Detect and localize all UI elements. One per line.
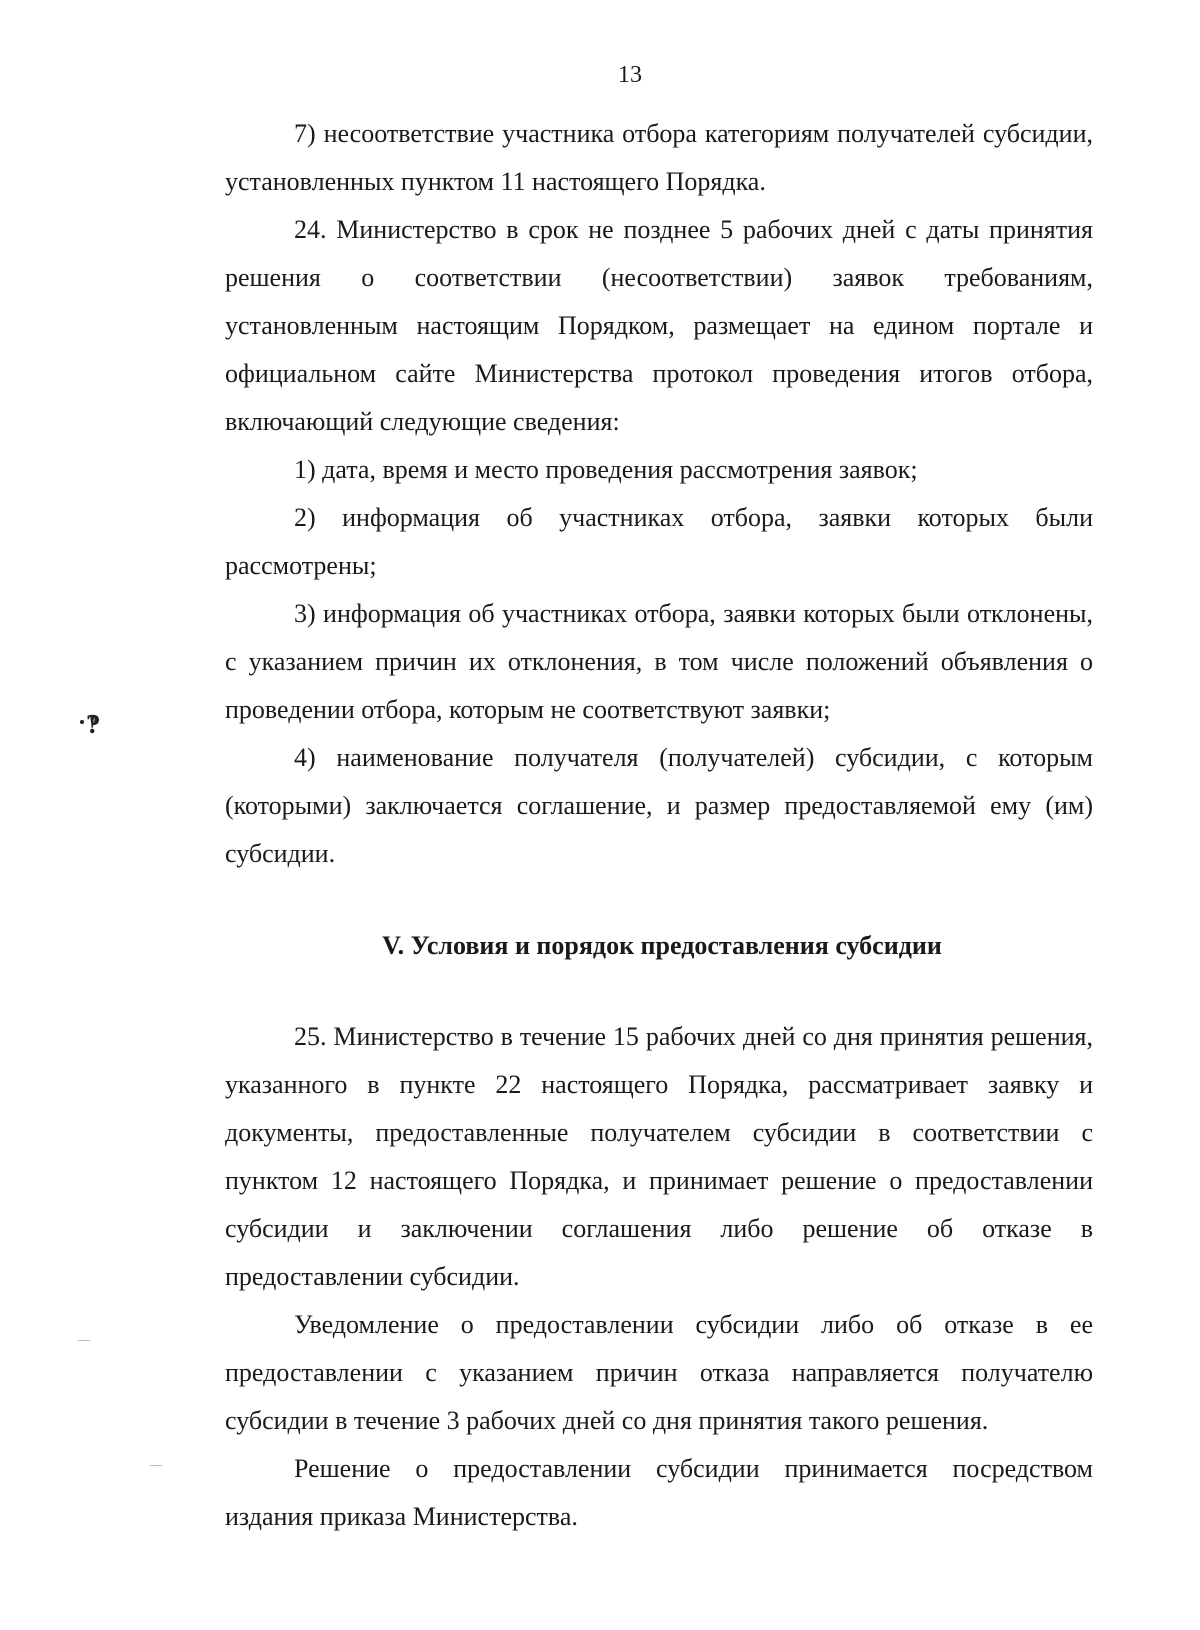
paragraph-clause-25: 25. Министерство в течение 15 рабочих дней со дня принятия решения, указанного в пункте 22 настоящего Порядка, рассматривает заявку и документы, предоставленные получателем субсидии в соответствии с пунктом 12 настоящего Порядка, и принимает решение о предоставлении субсидии и заключении соглашения либо решение об отказе в предоставлении субсидии. (225, 1022, 1093, 1291)
paragraph-item-7: 7) несоответствие участника отбора категориям получателей субсидии, установленных пунктом 11 настоящего Порядка. (225, 119, 1093, 196)
scan-artifact-icon (150, 1465, 162, 1466)
section-heading: V. Условия и порядок предоставления субсидии (382, 931, 942, 960)
list-item-2: 2) информация об участниках отбора, заявки которых были рассмотрены; (225, 503, 1093, 580)
list-item-4: 4) наименование получателя (получателей) субсидии, с которым (которыми) заключается соглашение, и размер предоставляемой ему (им) субсидии. (225, 743, 1093, 868)
paragraph-decision: Решение о предоставлении субсидии принимается посредством издания приказа Министерства. (225, 1454, 1093, 1531)
margin-mark-icon: ‽ (86, 714, 100, 738)
page-number: 13 (618, 62, 642, 88)
paragraph-clause-24: 24. Министерство в срок не позднее 5 рабочих дней с даты принятия решения о соответствии (несоответствии) заявок требованиям, установленным настоящим Порядком, размещает на едином портале и официальном сайте Министерства протокол проведения итогов отбора, включающий следующие сведения: (225, 215, 1093, 436)
document-body (225, 110, 1093, 1541)
list-item-1: 1) дата, время и место проведения рассмотрения заявок; (294, 455, 918, 484)
list-item-3: 3) информация об участниках отбора, заявки которых были отклонены, с указанием причин их отклонения, в том числе положений объявления о проведении отбора, которым не соответствуют заявки; (225, 599, 1093, 724)
paragraph-notification: Уведомление о предоставлении субсидии либо об отказе в ее предоставлении с указанием причин отказа направляется получателю субсидии в течение 3 рабочих дней со дня принятия такого решения. (225, 1310, 1093, 1435)
scan-artifact-icon (78, 1340, 90, 1341)
